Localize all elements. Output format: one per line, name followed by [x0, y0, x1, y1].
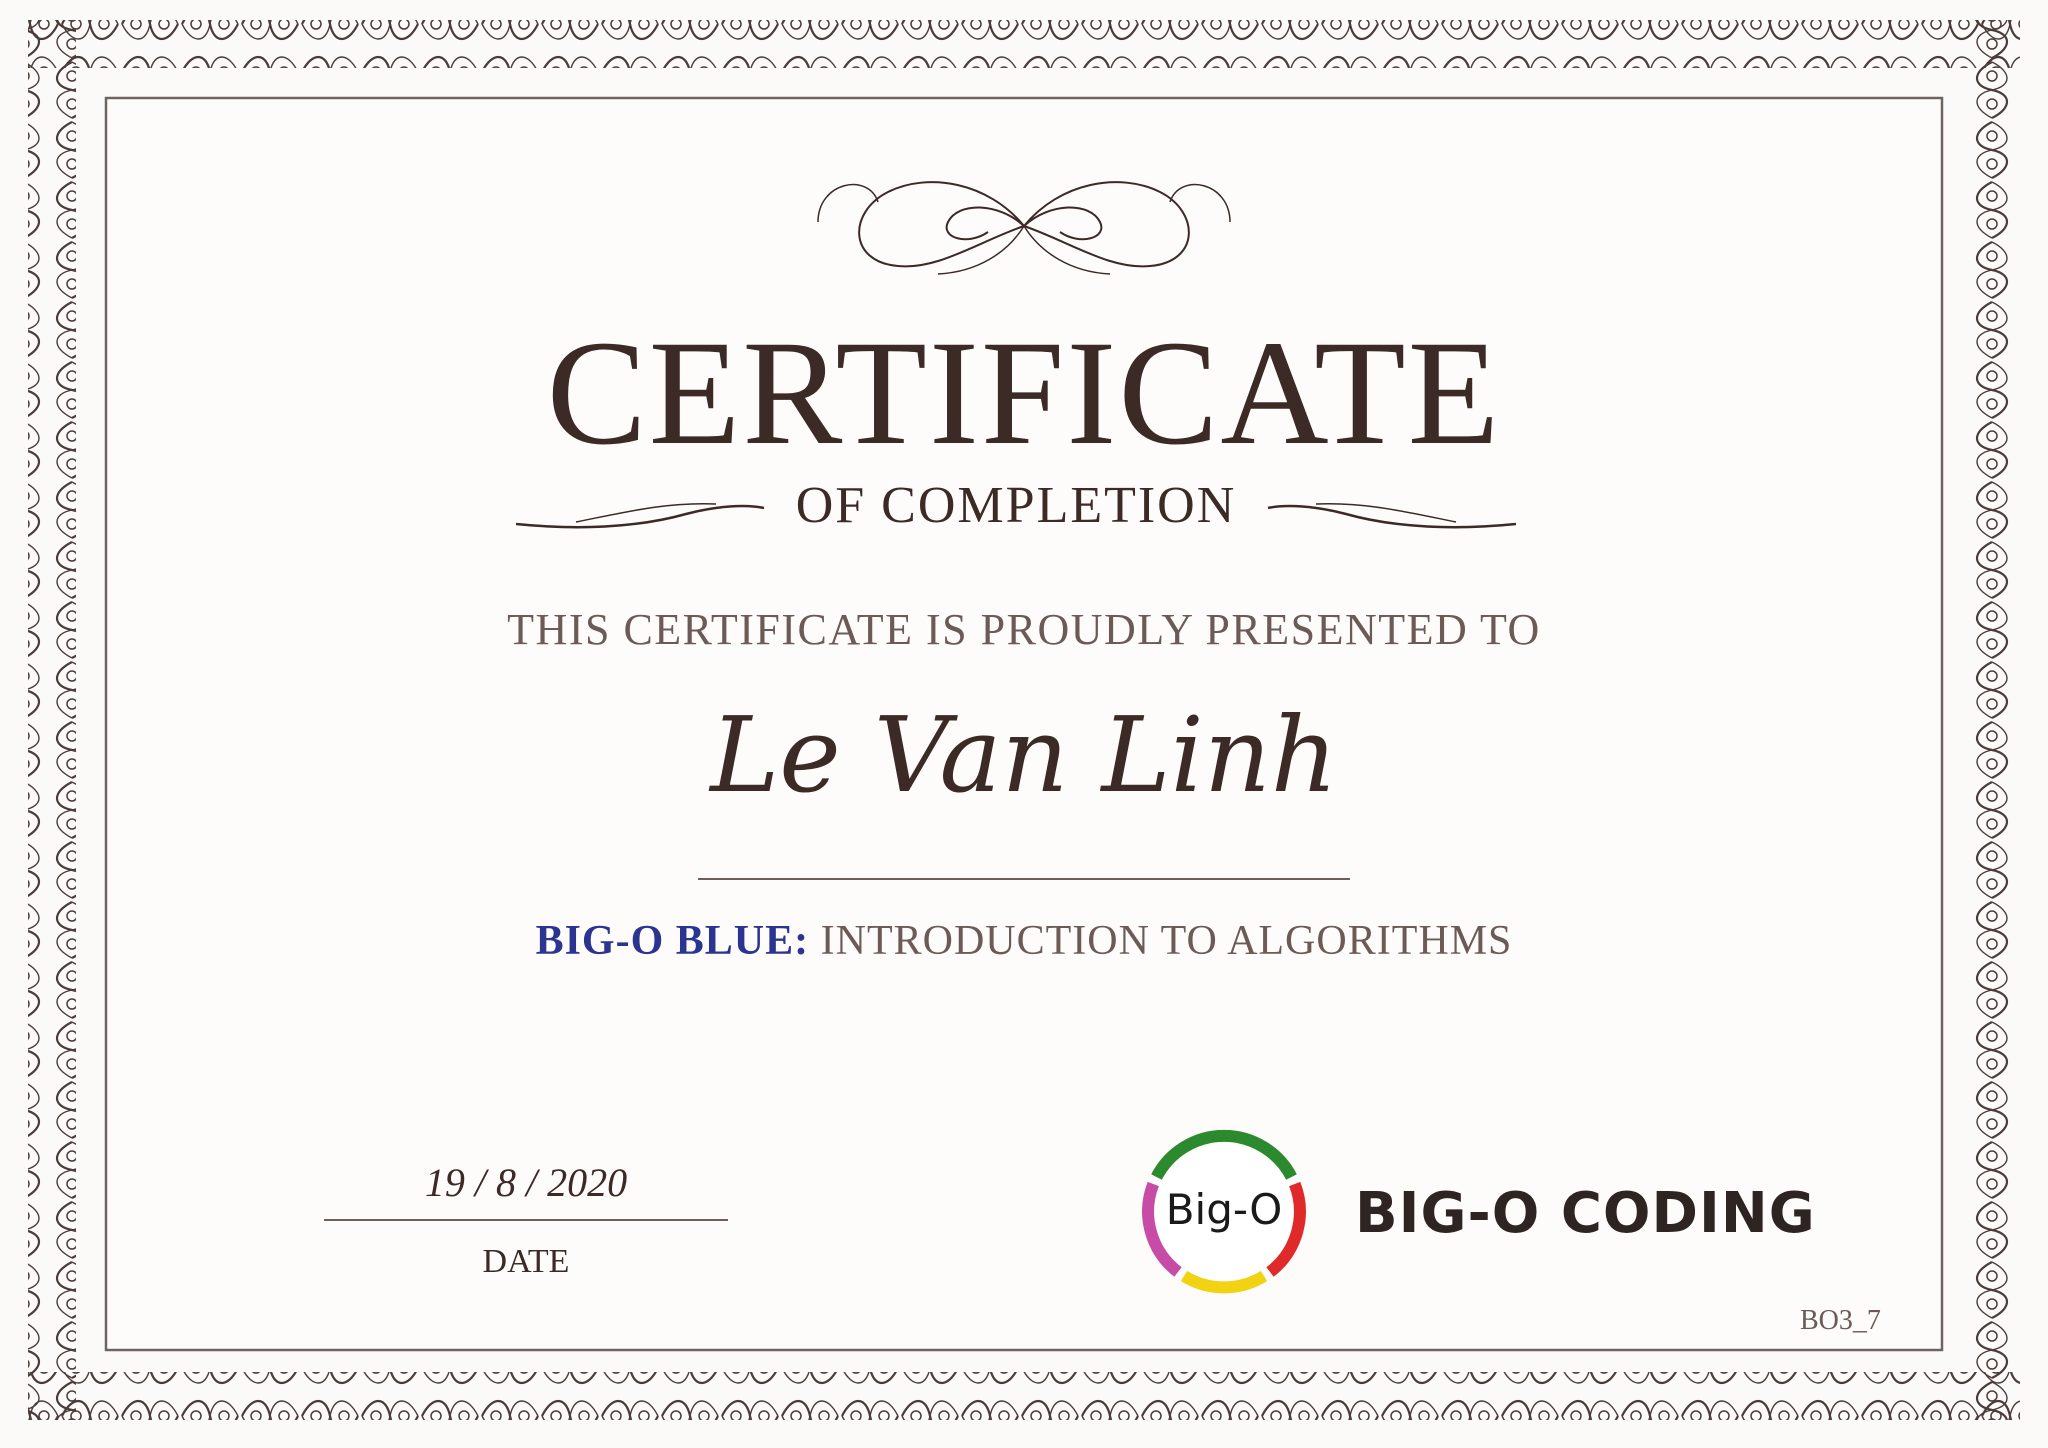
- big-o-logo: [1134, 1122, 1314, 1302]
- subtitle-row: [516, 476, 1516, 536]
- presented-to-text: THIS CERTIFICATE IS PROUDLY PRESENTED TO: [507, 605, 1541, 654]
- certificate-title: CERTIFICATE: [546, 310, 1502, 476]
- course-line: [0, 915, 2048, 967]
- certificate-code: BO3_7: [1800, 1305, 1881, 1336]
- date-label: DATE: [482, 1243, 570, 1280]
- course-title: INTRODUCTION TO ALGORITHMS: [820, 918, 1513, 964]
- top-flourish-ornament: [808, 162, 1240, 290]
- brand-name: BIG-O CODING: [1355, 1181, 1816, 1246]
- recipient-name: Le Van Linh: [710, 694, 1338, 816]
- right-swash-ornament: [1266, 494, 1516, 534]
- completion-date: 19 / 8 / 2020: [424, 1160, 628, 1205]
- logo-ring-text: Big-O: [1165, 1185, 1283, 1234]
- recipient-underline: [698, 878, 1350, 880]
- certificate-subtitle: OF COMPLETION: [795, 477, 1237, 534]
- date-underline: [324, 1219, 728, 1221]
- program-label: BIG-O BLUE:: [535, 918, 810, 964]
